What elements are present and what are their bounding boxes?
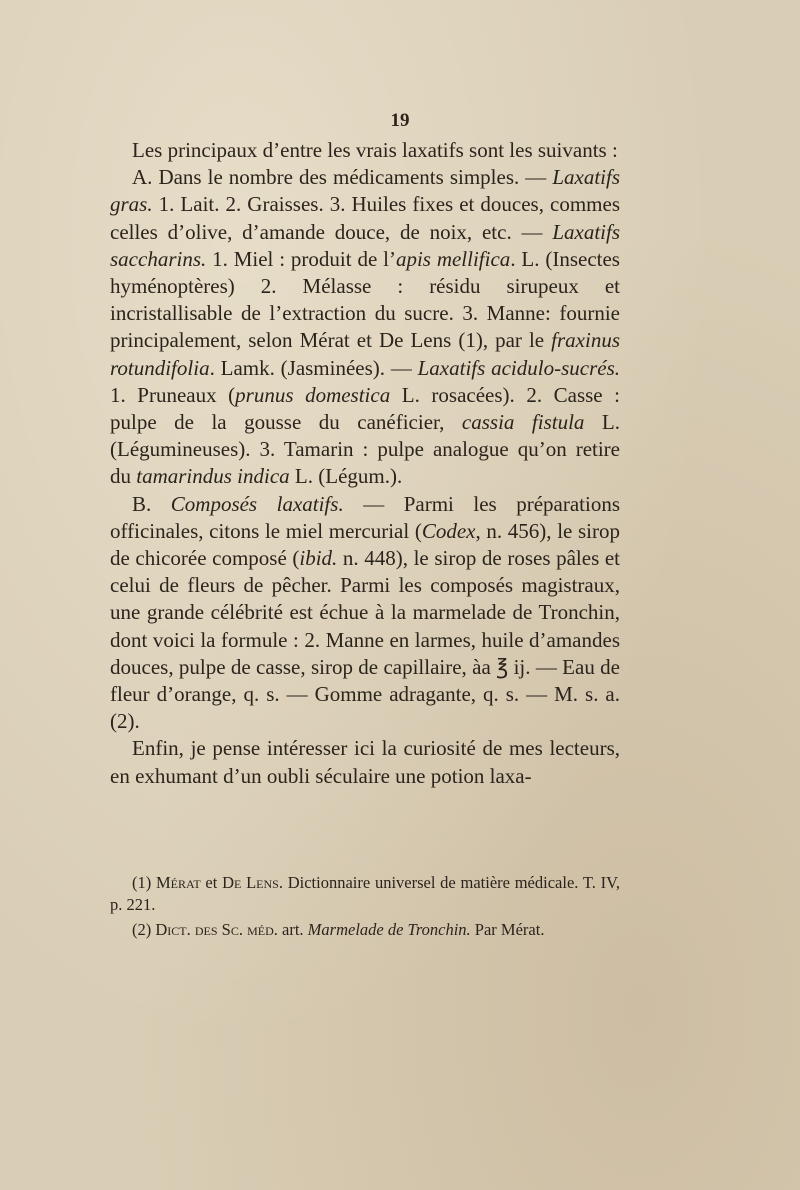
italic-text: fraxinus rotundifolia — [110, 328, 620, 380]
paragraph — [110, 137, 620, 164]
body-text — [110, 137, 620, 790]
text-run: Enfin, je pense intéresser ici la curiosité de mes lecteurs, en exhumant d’un oubli séculaire une potion laxa- — [110, 736, 620, 788]
italic-text: apis mellifica — [395, 246, 511, 271]
text-run: 1. Pruneaux ( — [110, 382, 236, 407]
paragraph — [110, 735, 620, 789]
italic-text: Marmelade de Tronchin. — [307, 920, 471, 939]
small-caps-text: Mérat — [156, 873, 201, 892]
text-run: , n. 456), le sirop de chicorée composé ( — [110, 518, 620, 571]
italic-text: Laxatifs gras. — [110, 165, 620, 217]
italic-text: Laxatifs saccharins. — [110, 219, 620, 271]
text-run: L. (Légum.). — [289, 464, 403, 489]
text-run: (1) — [132, 873, 156, 892]
paragraph — [110, 491, 620, 736]
italic-text: Codex — [421, 518, 476, 543]
text-run: A. Dans le nombre des médicaments simples. — — [132, 165, 553, 190]
italic-text: cassia fistula — [461, 410, 585, 435]
text-run: (2) — [132, 920, 156, 939]
small-caps-text: Dict. des Sc. méd. — [155, 920, 278, 939]
text-run: 1. Miel : produit de l’ — [206, 246, 396, 271]
italic-text: Composés laxatifs. — [170, 491, 344, 516]
italic-text: tamarindus indica — [136, 464, 290, 489]
text-run: . L. (Insectes hyménoptères) 2. Mélasse : résidu sirupeux et incristallisable de l’extraction du sucre. 3. Manne: fournie principalement, selon Mérat et De Lens (1), par le — [110, 246, 620, 353]
italic-text: prunus domestica — [235, 382, 391, 407]
text-run: Par Mérat. — [470, 920, 545, 939]
text-run: — Parmi les préparations officinales, citons le miel mercurial ( — [110, 491, 621, 543]
footnote — [110, 872, 620, 916]
text-run: L. (Légumineuses). 3. Tamarin : pulpe analogue qu’on retire du — [110, 410, 621, 489]
text-run: B. — [132, 491, 171, 516]
text-run: . Lamk. (Jasminées). — — [209, 355, 418, 380]
text-run: 1. Lait. 2. Graisses. 3. Huiles fixes et douces, commes celles d’olive, d’amande douce, de noix, etc. — — [110, 192, 620, 244]
text-run: Les principaux d’entre les vrais laxatifs sont les suivants : — [132, 138, 618, 162]
text-run: L. rosacées). 2. Casse : pulpe de la gousse du canéficier, — [110, 382, 620, 435]
small-caps-text: De Lens — [222, 873, 279, 892]
page-number: 19 — [390, 110, 410, 131]
text-run: . Dictionnaire universel de matière médicale. T. IV, p. 221. — [110, 873, 620, 914]
footnote — [110, 919, 620, 941]
footnotes — [110, 872, 620, 944]
paragraph — [110, 164, 620, 490]
italic-text: ibid. — [299, 546, 338, 571]
text-run: et — [200, 873, 223, 892]
text-run: art. — [277, 920, 308, 939]
italic-text: Laxatifs acidulo-sucrés. — [417, 355, 620, 380]
text-run: n. 448), le sirop de roses pâles et celui de fleurs de pêcher. Parmi les composés magistraux, une grande célébrité est échue à la marmelade de Tronchin, dont voici la formule : 2. Manne en larmes, huile d’amandes douces, pulpe de casse, sirop de capillaire, àa ℥ ij. — Eau de fleur d’orange, q. s. — Gomme adragante, q. s. — M. s. a. (2). — [110, 546, 621, 734]
